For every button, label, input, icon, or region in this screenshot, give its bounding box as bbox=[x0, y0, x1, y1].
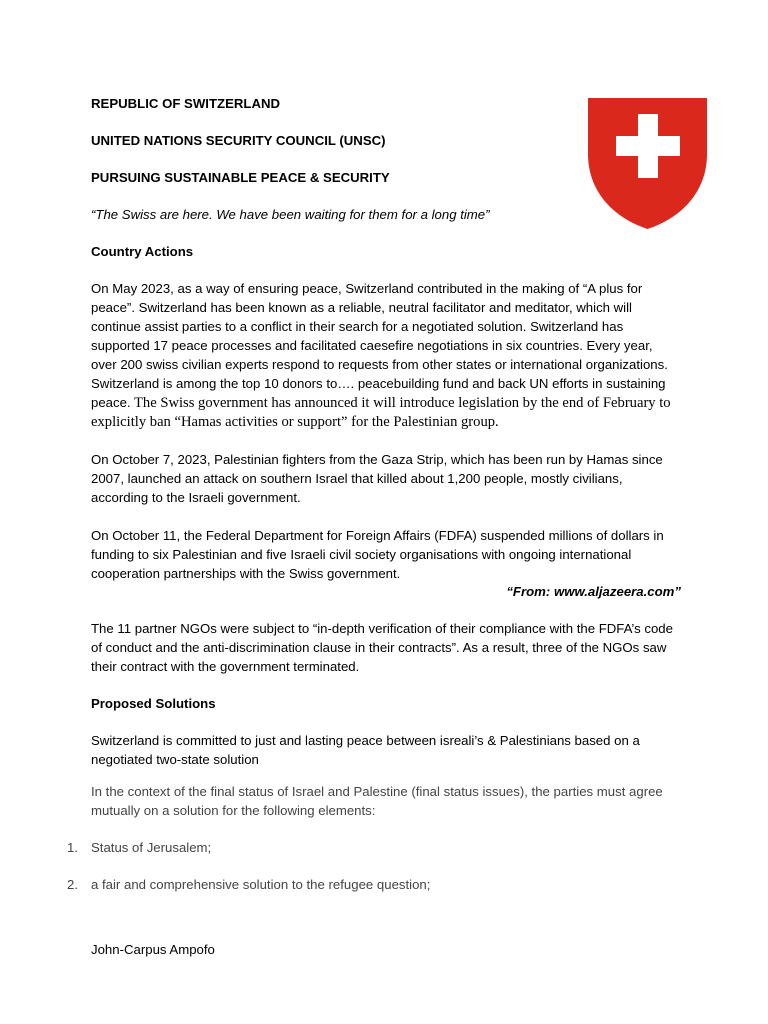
source-citation: “From: www.aljazeera.com” bbox=[506, 584, 681, 599]
country-actions-paragraph-2: On October 7, 2023, Palestinian fighters from the Gaza Strip, which has been run by Hamas since 2007, launched an attack on southern Israel that killed about 1,200 people, mostly civilians, according to the Israeli government. bbox=[91, 452, 663, 505]
list-item: Status of Jerusalem; bbox=[91, 840, 212, 855]
paragraph-1-text: On May 2023, as a way of ensuring peace, Switzerland contributed in the making of “A plus for peace”. Switzerland has been known as a reliable, neutral facilitator and meditator, which will continue assist parties to a conflict in their search for a negotiated solution. Switzerland has supported 17 peace processes and facilitated caesefire negotiations in six countries. Every year, over 200 swiss civilian experts respond to requests from other states or international organizations. Switzerland is among the top 10 donors to…. peacebuilding fund and back UN efforts in sustaining peace. bbox=[91, 281, 668, 410]
country-actions-heading: Country Actions bbox=[91, 244, 194, 259]
list-item: a fair and comprehensive solution to the refugee question; bbox=[91, 877, 431, 892]
council-title: UNITED NATIONS SECURITY COUNCIL (UNSC) bbox=[91, 133, 386, 148]
paragraph-1-serif-text: The Swiss government has announced it will introduce legislation by the end of February to explicitly ban “Hamas activities or support” for the Palestinian group. bbox=[91, 395, 671, 430]
author-signature: John-Carpus Ampofo bbox=[91, 942, 215, 957]
list-item-number: 1. bbox=[67, 840, 78, 855]
opening-quote: “The Swiss are here. We have been waiting for them for a long time” bbox=[91, 207, 490, 222]
country-actions-paragraph-4: The 11 partner NGOs were subject to “in-depth verification of their compliance with the FDFA’s code of conduct and the anti-discrimination clause in their contracts”. As a result, three of the NGOs saw their contract with the government terminated. bbox=[91, 621, 673, 674]
swiss-coat-of-arms-icon bbox=[585, 92, 710, 232]
proposed-solutions-heading: Proposed Solutions bbox=[91, 696, 216, 711]
country-actions-paragraph-1 bbox=[91, 279, 681, 431]
list-item-number: 2. bbox=[67, 877, 78, 892]
country-title: REPUBLIC OF SWITZERLAND bbox=[91, 96, 281, 111]
country-actions-paragraph-3: On October 11, the Federal Department for Foreign Affairs (FDFA) suspended millions of dollars in funding to six Palestinian and five Israeli civil society organisations with ongoing international cooperation partnerships with the Swiss government. bbox=[91, 528, 664, 581]
proposed-solutions-paragraph-1: Switzerland is committed to just and lasting peace between isreali’s & Palestinians based on a negotiated two-state solution bbox=[91, 733, 640, 767]
theme-title: PURSUING SUSTAINABLE PEACE & SECURITY bbox=[91, 170, 390, 185]
proposed-solutions-paragraph-2: In the context of the final status of Israel and Palestine (final status issues), the parties must agree mutually on a solution for the following elements: bbox=[91, 784, 663, 818]
